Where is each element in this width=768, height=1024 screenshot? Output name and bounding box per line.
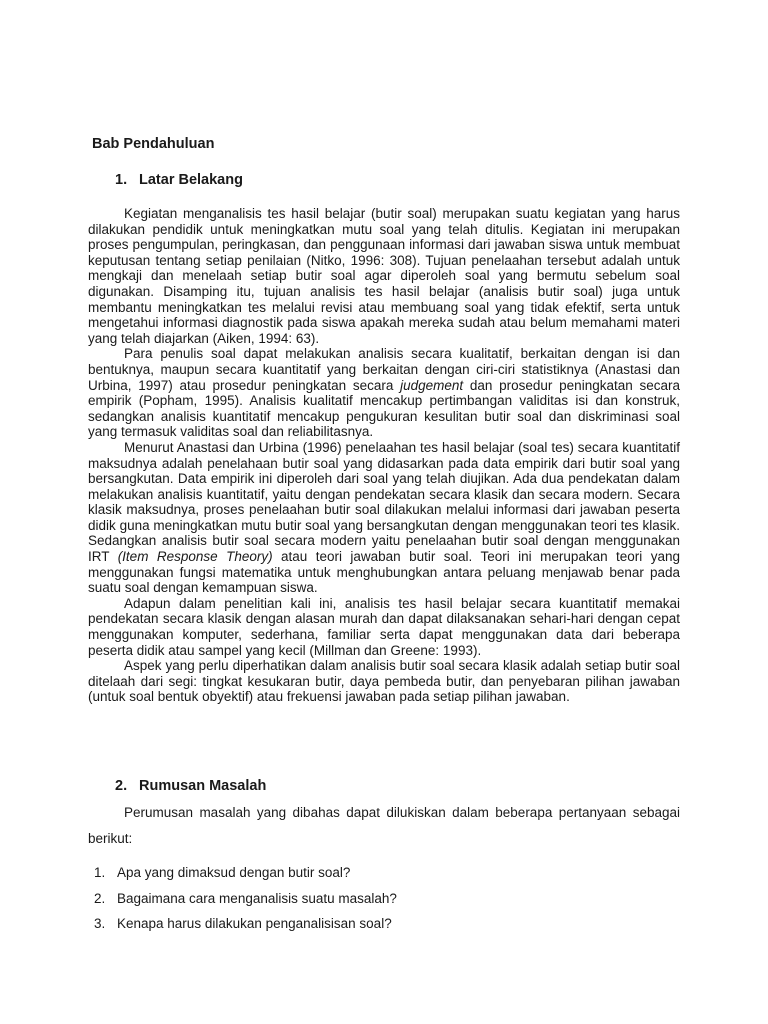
section-heading-latar-belakang <box>115 172 243 188</box>
paragraph-3: Menurut Anastasi dan Urbina (1996) penelaahan tes hasil belajar (soal tes) secara kuantitatif maksudnya adalah penelahaan butir soal yang didasarkan pada data empirik dari butir soal yang bersangkutan. Data empirik ini diperoleh dari soal yang telah diujikan. Ada dua pendekatan dalam melakukan analisis kuantitatif, yaitu dengan pendekatan secara klasik dan secara modern. Secara klasik maksudnya, proses penelaahan butir soal dilakukan melalui informasi dari jawaban peserta didik guna meningkatkan mutu butir soal yang bersangkutan dengan menggunakan teori tes klasik. Sedangkan analisis butir soal secara modern yaitu penelaahan butir soal dengan menggunakan IRT (Item Response Theory) atau teori jawaban butir soal. Teori ini merupakan teori yang menggunakan fungsi matematika untuk menghubungkan antara peluang menjawab benar pada suatu soal dengan kemampuan siswa. <box>88 439 680 596</box>
question-list <box>94 860 654 937</box>
section-title: Rumusan Masalah <box>139 778 267 794</box>
chapter-title: Bab Pendahuluan <box>92 136 215 152</box>
paragraph-2: Para penulis soal dapat melakukan analisis secara kualitatif, berkaitan dengan isi dan bentuknya, maupun secara kuantitatif yang berkaitan dengan ciri-ciri statistiknya (Anastasi dan Urbina, 1997) atau prosedur peningkatan secara judgement dan prosedur peningkatan secara empirik (Popham, 1995). Analisis kualitatif mencakup pertimbangan validitas isi dan konstruk, sedangkan analisis kuantitatif mencakup pengukuran kesulitan butir soal dan diskriminasi soal yang termasuk validitas soal dan reliabilitasnya. <box>88 346 680 440</box>
rumusan-intro: Perumusan masalah yang dibahas dapat dilukiskan dalam beberapa pertanyaan sebagai berikut: <box>88 805 680 846</box>
list-item: 1. Apa yang dimaksud dengan butir soal? <box>94 865 351 880</box>
paragraph-4: Adapun dalam penelitian kali ini, analisis tes hasil belajar secara kuantitatif memakai pendekatan secara klasik dengan alasan murah dan dapat dilaksanakan sehari-hari dengan cepat menggunakan komputer, sederhana, familiar serta dapat menggunakan data dari beberapa peserta didik atau sampel yang kecil (Millman dan Greene: 1993). <box>88 595 680 658</box>
paragraph-1: Kegiatan menganalisis tes hasil belajar (butir soal) merupakan suatu kegiatan yang harus dilakukan pendidik untuk meningkatkan mutu soal yang telah ditulis. Kegiatan ini merupakan proses pengumpulan, peringkasan, dan penggunaan informasi dari jawaban siswa untuk membuat keputusan tentang setiap penilaian (Nitko, 1996: 308). Tujuan penelaahan tersebut adalah untuk mengkaji dan menelaah setiap butir soal agar diperoleh soal yang bermutu sebelum soal digunakan. Disamping itu, tujuan analisis tes hasil belajar (analisis butir soal) juga untuk membantu meningkatkan tes melalui revisi atau membuang soal yang tidak efektif, serta untuk mengetahui informasi diagnostik pada siswa apakah mereka sudah atau belum memahami materi yang telah diajarkan (Aiken, 1994: 63). <box>88 206 680 346</box>
italic-term: judgement <box>400 377 464 393</box>
latar-belakang-body <box>88 206 680 705</box>
list-item: 3. Kenapa harus dilakukan penganalisisan soal? <box>94 916 392 931</box>
section-number: 2. <box>115 778 128 794</box>
section-heading-rumusan-masalah <box>115 778 266 794</box>
section-number: 1. <box>115 172 128 188</box>
list-item: 2. Bagaimana cara menganalisis suatu masalah? <box>94 890 397 906</box>
italic-term: (Item Response Theory) <box>117 549 273 565</box>
paragraph-5: Aspek yang perlu diperhatikan dalam analisis butir soal secara klasik adalah setiap butir soal ditelaah dari segi: tingkat kesukaran butir, daya pembeda butir, dan penyebaran pilihan jawaban (untuk soal bentuk obyektif) atau frekuensi jawaban pada setiap pilihan jawaban. <box>88 658 680 705</box>
section-title: Latar Belakang <box>139 172 243 188</box>
